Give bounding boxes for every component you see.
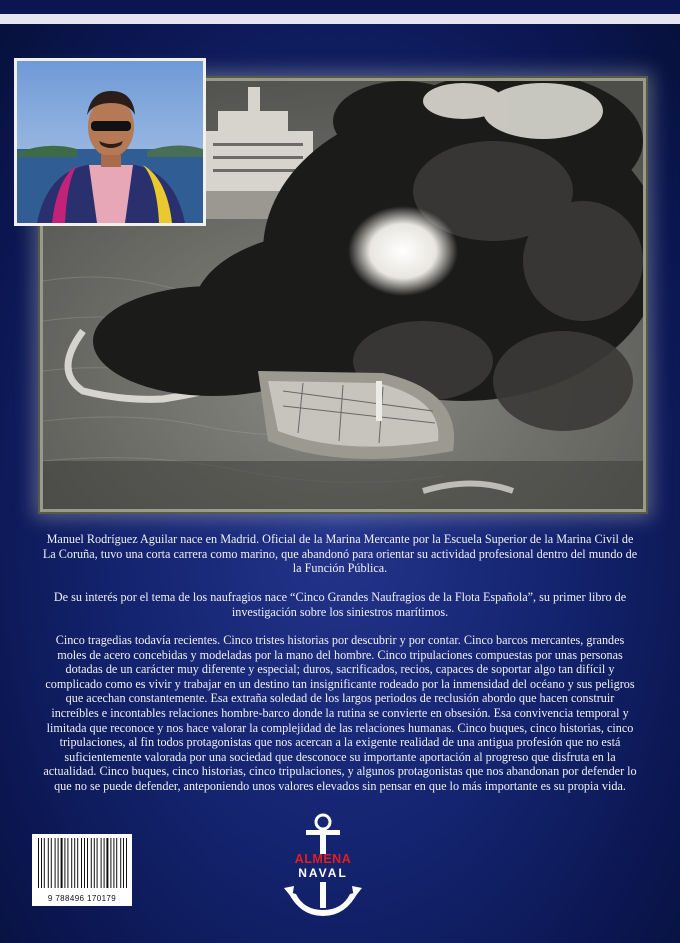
barcode-bar [41,838,42,888]
barcode-bar [116,838,117,888]
barcode-bar [87,838,88,888]
author-photo [14,58,206,226]
barcode-bar [101,838,102,888]
barcode-bar [120,838,121,888]
barcode-bar [97,838,98,888]
barcode-bar [113,838,114,888]
barcode-bar [67,838,68,888]
barcode-bar [55,838,56,888]
isbn-number: 9 788496 170179 [47,894,117,903]
publisher-logo [278,812,368,922]
barcode-bar [126,838,127,888]
barcode-bar [123,838,124,888]
barcode-bar [104,838,105,888]
barcode-bar [91,838,92,888]
publisher-name-top: ALMENA [294,852,352,866]
barcode-bar [58,838,59,888]
barcode-bar [74,838,75,888]
barcode-bar [51,838,52,888]
synopsis: Cinco tragedias todavía recientes. Cinco tristes historias por descubrir y por contar. Cinco barcos mercantes, grandes moles de acero concebidas y modeladas por la mano del hombre. Cinco tripulaciones compuestas por unas personas dotadas de un carácter muy diferente y especial; duros, sacrificados, recios, capaces de soportar algo tan difícil y complicado como es vivir y trabajar en un destino tan insignificante rodeado por la inmensidad del océano y sus peligros que acechan constantemente. Esa extraña soledad de los largos periodos de reclusión abordo que hacen construir increíbles e incontables relaciones hombre-barco donde la rutina se convierte en obsesión. Esa convivencia temporal y limitada que reconoce y nos hace valorar la complejidad de las relaciones humanas. Cinco buques, cinco historias, cinco tripulaciones, al fin todos protagonistas que nos acercan a la exigente realidad de una antigua profesión que no está suficientemente valorada por una sociedad que desconoce su importante aportación al progreso que disfruta en la actualidad. Cinco buques, cinco historias, cinco tripulaciones, y algunos protagonistas que nos abandonan por defender lo que no se puede defender, anteponiendo unos valores elevados sin pensar en que lo más importante es su propia vida. [43,633,637,793]
author-bio: Manuel Rodríguez Aguilar nace en Madrid. Oficial de la Marina Mercante por la Escuela Superior de la Marina Civil de La Coruña, tuvo una corta carrera como marino, que abandonó para orientar su actividad profesional dentro del mundo de la Función Pública. [42,532,638,576]
publisher-name-bottom: NAVAL [298,866,348,880]
barcode-bar [44,838,45,888]
book-origin: De su interés por el tema de los naufragios nace “Cinco Grandes Naufragios de la Flota Española”, su primer libro de investigación sobre los siniestros marítimos. [53,590,627,619]
barcode-bar [61,838,63,888]
top-stripe [0,14,680,24]
barcode-bar [94,838,95,888]
barcode-bar [81,838,82,888]
barcode-bar [110,838,111,888]
barcode-bar [64,838,65,888]
top-band [0,0,680,14]
barcode-bar [71,838,72,888]
barcode-bar [106,838,108,888]
barcode-bar [84,838,85,888]
barcode-bar [77,838,78,888]
barcode-bar [48,838,49,888]
barcode-bar [38,838,39,888]
